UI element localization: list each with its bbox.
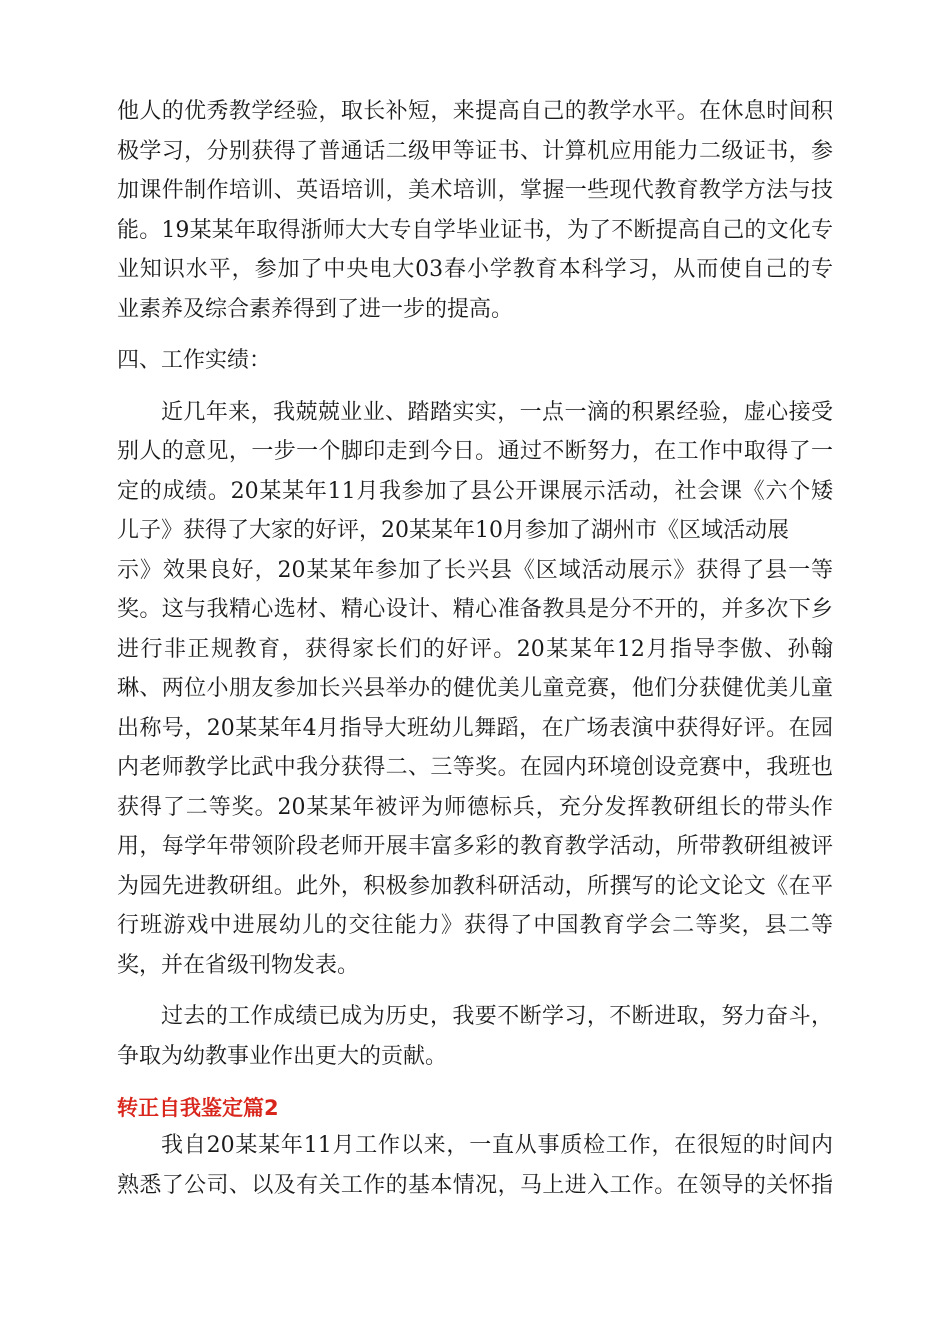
section-heading: 四、工作实绩： <box>117 348 272 373</box>
text-line: 他人的优秀教学经验，取长补短，来提高自己的教学水平。在休息时间积 <box>117 99 833 124</box>
text-line: 进行非正规教育，获得家长们的好评。20某某年12月指导李傲、孙翰 <box>117 636 833 662</box>
text-line: 定的成绩。20某某年11月我参加了县公开课展示活动，社会课《六个矮 <box>117 478 833 504</box>
spacer <box>117 381 833 393</box>
document-page <box>117 92 833 1205</box>
text-line: 儿子》获得了大家的好评，20某某年10月参加了湖州市《区域活动展 <box>117 518 789 543</box>
text-line: 近几年来，我兢兢业业、踏踏实实，一点一滴的积累经验，虚心接受 <box>161 399 833 425</box>
article-title: 转正自我鉴定篇2 <box>117 1096 279 1120</box>
text-line: 能。19某某年取得浙师大大专自学毕业证书，为了不断提高自己的文化专 <box>117 217 833 243</box>
paragraph-conclusion <box>117 997 833 1076</box>
text-line: 奖。这与我精心选材、精心设计、精心准备教具是分不开的，并多次下乡 <box>117 597 833 622</box>
text-line: 内老师教学比武中我分获得二、三等奖。在园内环境创设竞赛中，我班也 <box>117 755 833 780</box>
text-line: 获得了二等奖。20某某年被评为师德标兵，充分发挥教研组长的带头作 <box>117 794 833 820</box>
text-line: 加课件制作培训、英语培训，美术培训，掌握一些现代教育教学方法与技 <box>117 178 833 203</box>
text-line: 熟悉了公司、以及有关工作的基本情况，马上进入工作。在领导的关怀指 <box>117 1172 833 1198</box>
spacer <box>117 329 833 341</box>
text-line: 我自20某某年11月工作以来，一直从事质检工作，在很短的时间内 <box>161 1133 833 1158</box>
text-line: 业素养及综合素养得到了进一步的提高。 <box>117 296 514 322</box>
paragraph-achievements <box>117 393 833 986</box>
text-line: 争取为幼教事业作出更大的贡献。 <box>117 1043 448 1069</box>
text-line: 用，每学年带领阶段老师开展丰富多彩的教育教学活动，所带教研组被评 <box>117 834 833 859</box>
text-line: 奖，并在省级刊物发表。 <box>117 952 360 978</box>
text-line: 琳、两位小朋友参加长兴县举办的健优美儿童竞赛，他们分获健优美儿童 <box>117 676 833 701</box>
spacer <box>117 1076 833 1090</box>
text-line: 极学习，分别获得了普通话二级甲等证书、计算机应用能力二级证书，参 <box>117 138 833 164</box>
text-line: 示》效果良好，20某某年参加了长兴县《区域活动展示》获得了县一等 <box>117 557 833 583</box>
spacer <box>117 985 833 997</box>
text-line: 为园先进教研组。此外，积极参加教科研活动，所撰写的论文论文《在平 <box>117 873 833 899</box>
paragraph-study <box>117 92 833 329</box>
text-line: 别人的意见，一步一个脚印走到今日。通过不断努力，在工作中取得了一 <box>117 439 833 464</box>
text-line: 出称号，20某某年4月指导大班幼儿舞蹈，在广场表演中获得好评。在园 <box>117 715 833 741</box>
paragraph-article2 <box>117 1126 833 1205</box>
text-line: 过去的工作成绩已成为历史，我要不断学习，不断进取，努力奋斗， <box>161 1004 833 1029</box>
text-line: 行班游戏中进展幼儿的交往能力》获得了中国教育学会二等奖，县二等 <box>117 913 833 938</box>
text-line: 业知识水平，参加了中央电大03春小学教育本科学习，从而使自己的专 <box>117 257 833 282</box>
